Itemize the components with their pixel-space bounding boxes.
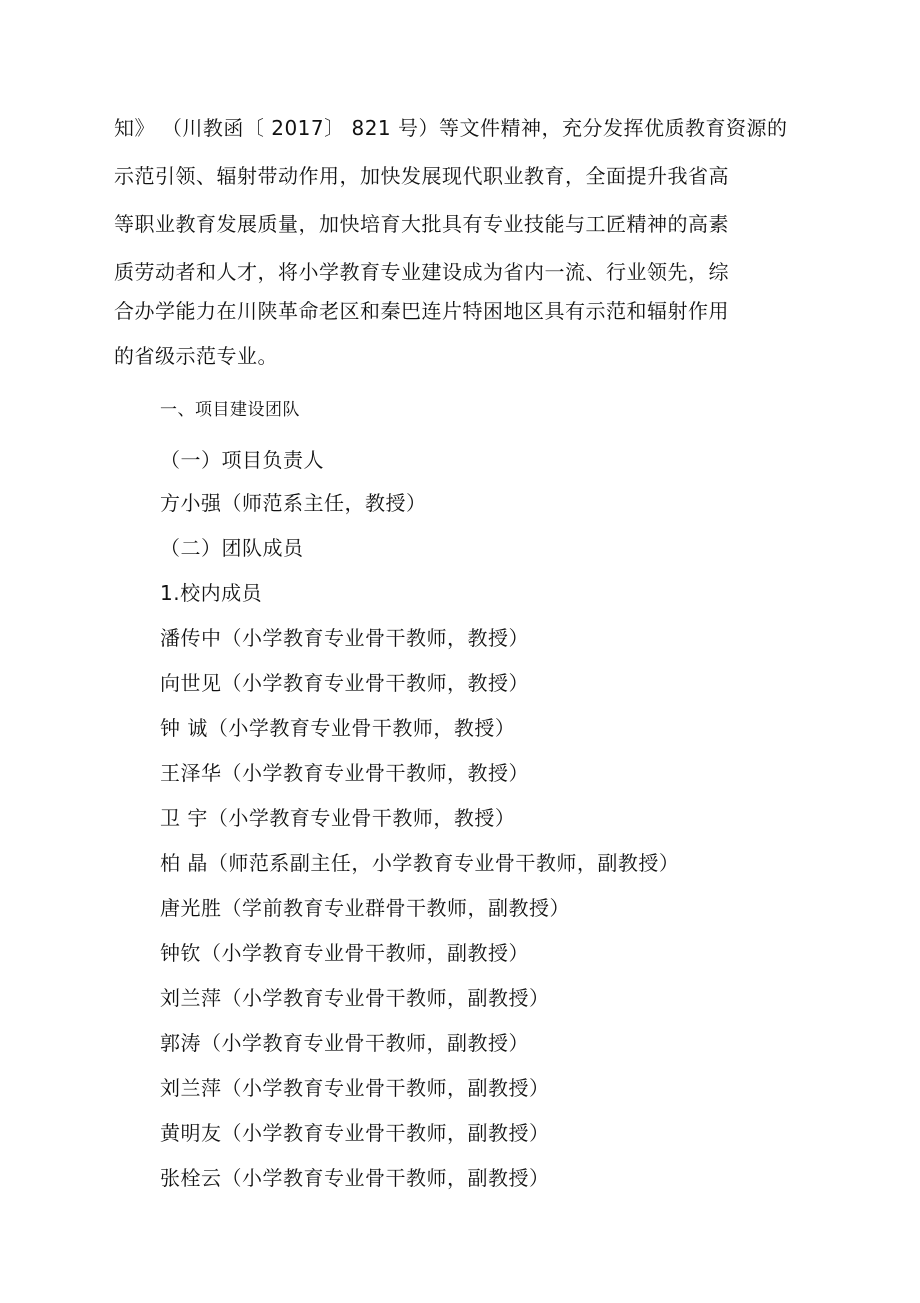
intro-line: 的省级示范专业。 xyxy=(114,344,278,368)
member-item: 王泽华（小学教育专业骨干教师，教授） xyxy=(160,761,529,785)
leader-name: 方小强（师范系主任，教授） xyxy=(160,491,427,515)
intro-line: 示范引领、辐射带动作用，加快发展现代职业教育，全面提升我省高 xyxy=(114,164,729,188)
member-item: 刘兰萍（小学教育专业骨干教师，副教授） xyxy=(160,1076,550,1100)
member-item: 刘兰萍（小学教育专业骨干教师，副教授） xyxy=(160,986,550,1010)
intro-line: 知》 （川教函〔 2017〕 821 号）等文件精神，充分发挥优质教育资源的 xyxy=(114,116,788,140)
member-item: 向世见（小学教育专业骨干教师，教授） xyxy=(160,671,529,695)
member-item: 张栓云（小学教育专业骨干教师，副教授） xyxy=(160,1166,550,1190)
member-item: 黄明友（小学教育专业骨干教师，副教授） xyxy=(160,1121,550,1145)
member-item: 柏 晶（师范系副主任，小学教育专业骨干教师，副教授） xyxy=(160,851,680,875)
member-item: 钟 诚（小学教育专业骨干教师，教授） xyxy=(160,716,516,740)
member-item: 潘传中（小学教育专业骨干教师，教授） xyxy=(160,626,529,650)
leader-heading: （一）项目负责人 xyxy=(160,448,324,472)
intro-line: 等职业教育发展质量，加快培育大批具有专业技能与工匠精神的高素 xyxy=(114,212,729,236)
member-item: 钟钦（小学教育专业骨干教师，副教授） xyxy=(160,941,529,965)
member-item: 唐光胜（学前教育专业群骨干教师，副教授） xyxy=(160,896,570,920)
team-subheading: 1.校内成员 xyxy=(160,581,263,605)
team-heading: （二）团队成员 xyxy=(160,536,304,560)
section-title: 一、项目建设团队 xyxy=(160,400,300,420)
member-item: 郭涛（小学教育专业骨干教师，副教授） xyxy=(160,1031,529,1055)
member-item: 卫 宇（小学教育专业骨干教师，教授） xyxy=(160,806,516,830)
intro-line: 合办学能力在川陕革命老区和秦巴连片特困地区具有示范和辐射作用 xyxy=(114,299,729,323)
intro-line: 质劳动者和人才，将小学教育专业建设成为省内一流、行业领先，综 xyxy=(114,260,729,284)
